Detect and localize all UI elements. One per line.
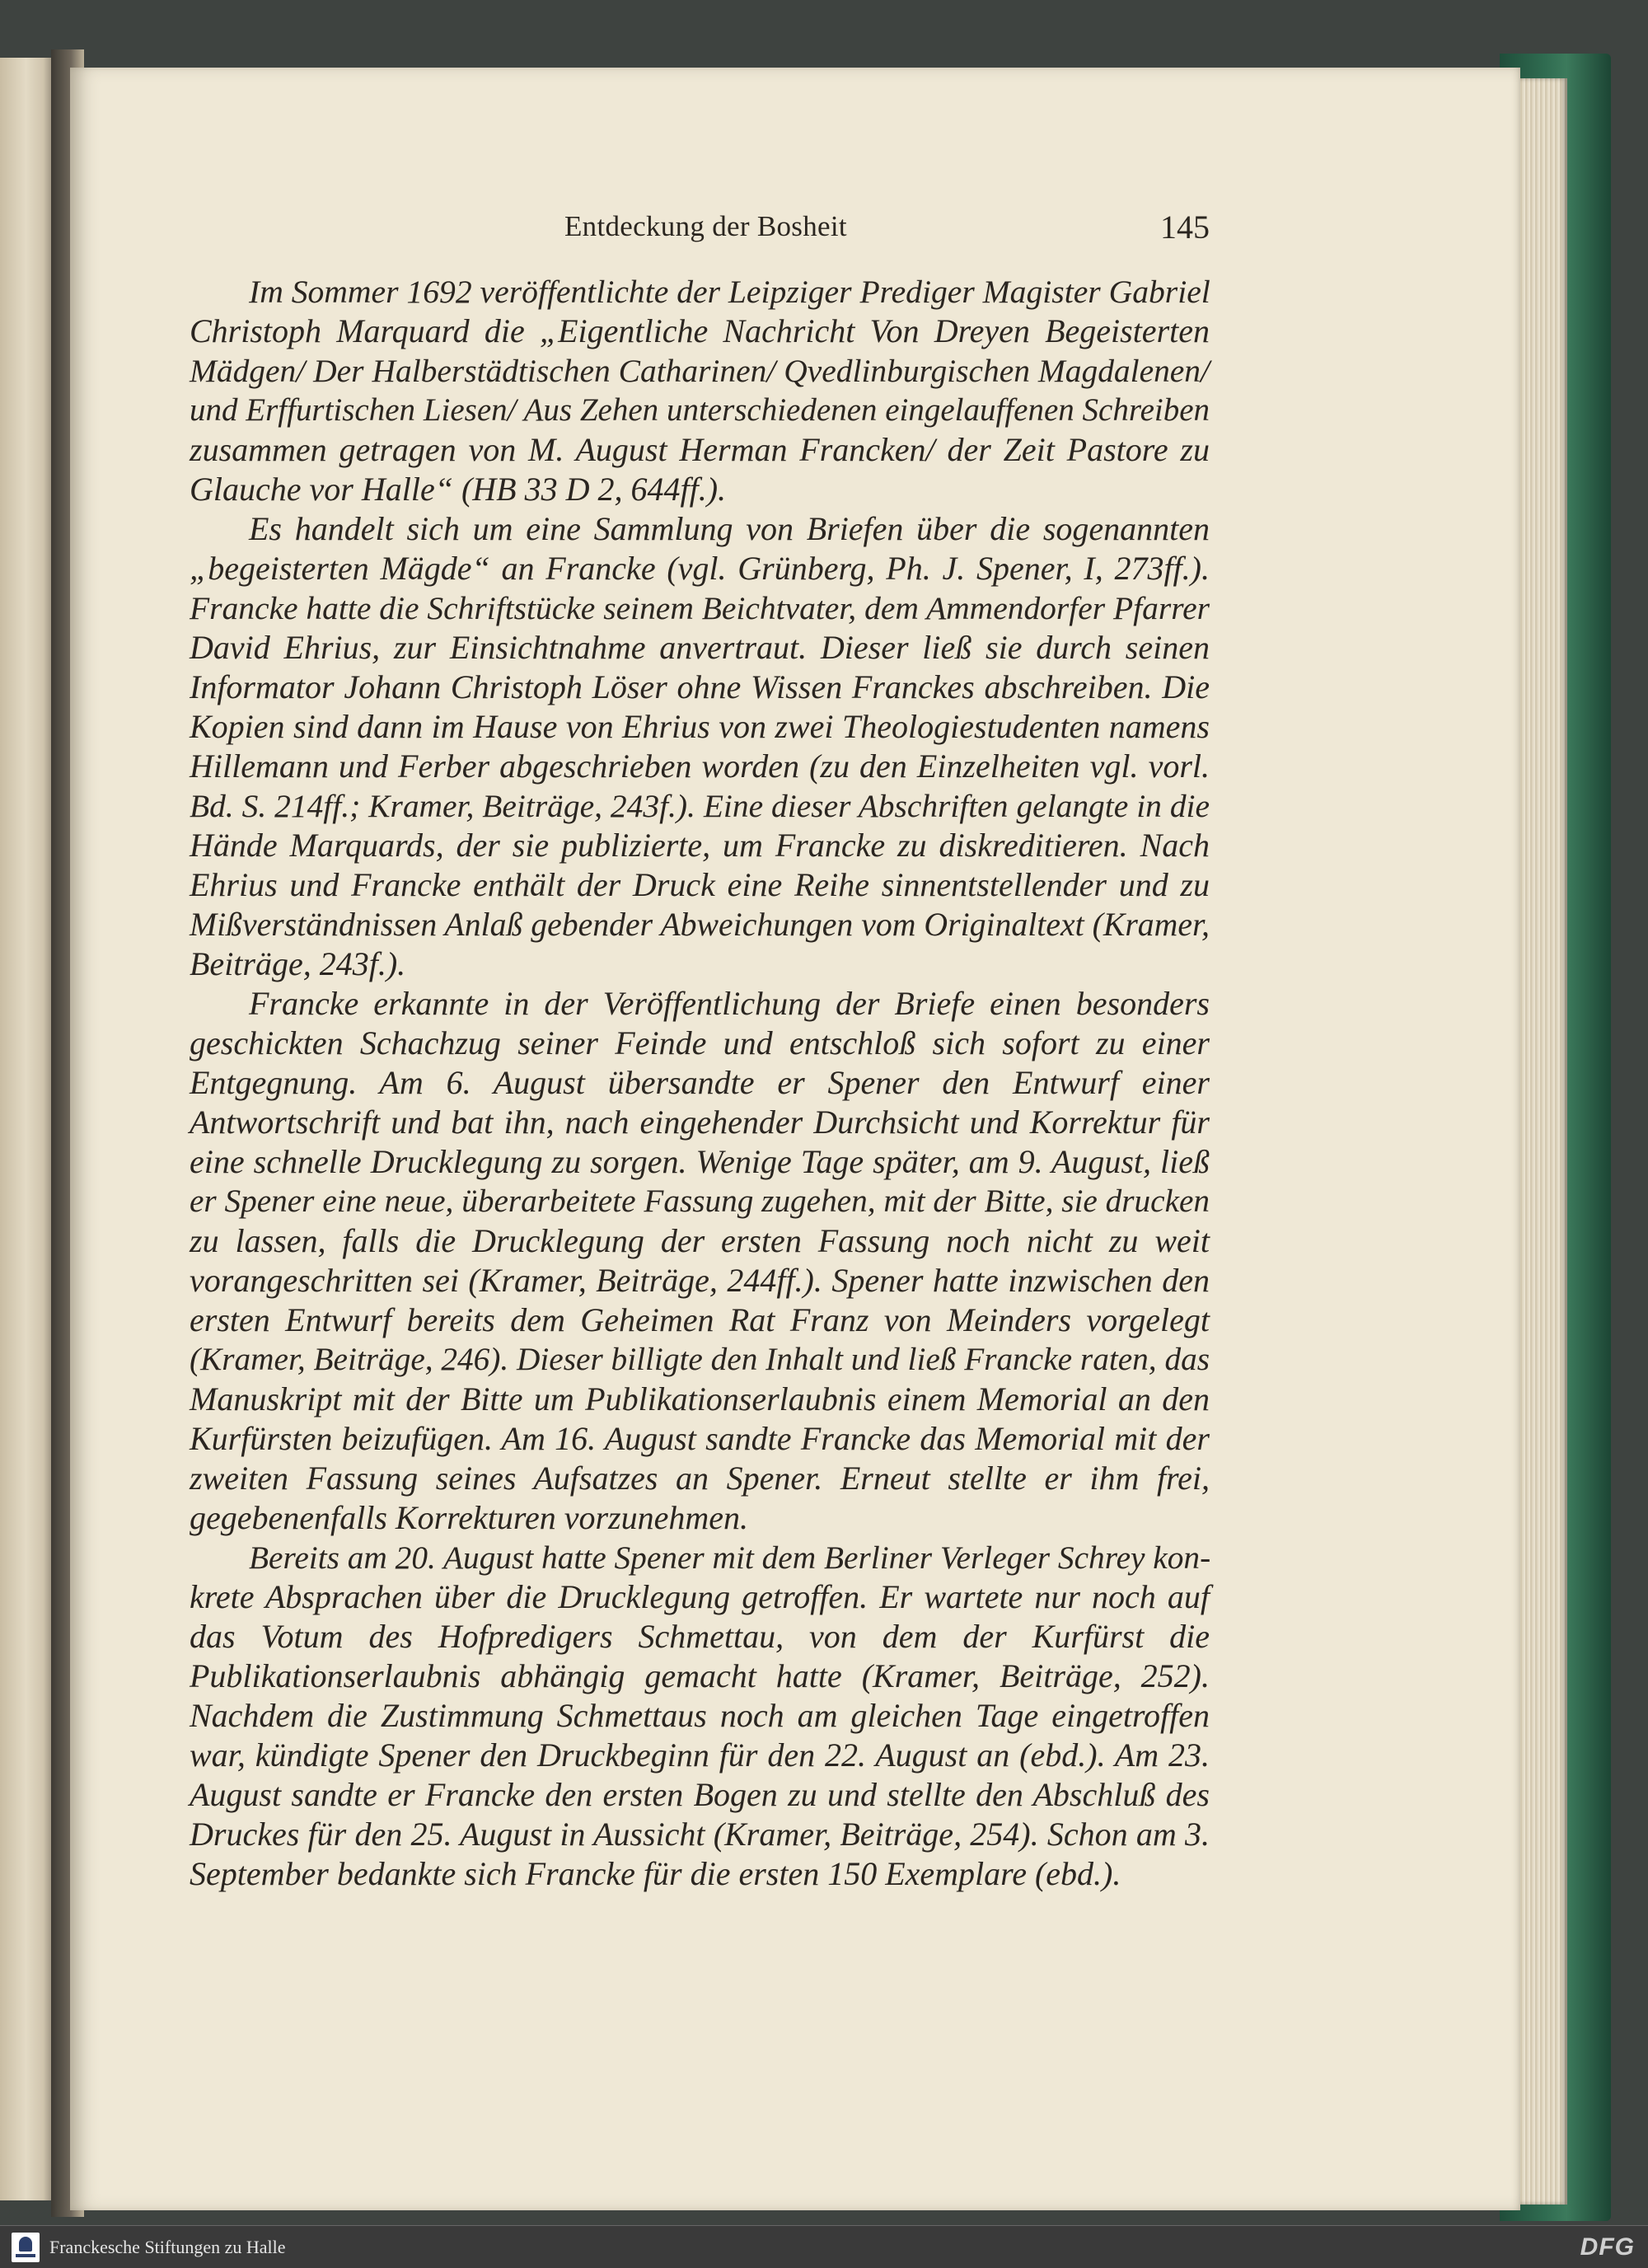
text-line: war, kündigte Spener den Druckbeginn für den 22. August an (ebd.). Am 23. [190,1736,1210,1774]
viewer-footer [0,2225,1648,2268]
text-line: Bd. S. 214ff.; Kramer, Beiträge, 243f.). Eine dieser Abschriften gelangte in die [190,788,1210,824]
text-line: eine schnelle Drucklegung zu sorgen. Wenige Tage später, am 9. August, ließ [190,1143,1210,1180]
paragraph [190,1538,1210,1894]
dfg-logo[interactable]: DFG [1580,2233,1635,2261]
text-line: er Spener eine neue, überarbeitete Fassung zugehen, mit der Bitte, sie drucken [190,1183,1210,1219]
text-line: David Ehrius, zur Einsichtnahme anvertraut. Dieser ließ sie durch seinen [190,629,1210,666]
text-line: Antwortschrift und bat ihn, nach eingehender Durchsicht und Korrektur für [190,1104,1210,1141]
body-text [190,272,1210,1894]
text-line: Mädgen/ Der Halberstädtischen Catharinen/ Qvedlinburgischen Magdalenen/ [190,353,1210,389]
page-number: 145 [1160,209,1210,246]
text-line: Christoph Marquard die „Eigentliche Nachricht Von Dreyen Begeisterten [190,312,1210,349]
text-line: Informator Johann Christoph Löser ohne Wissen Franckes abschreiben. Die [190,668,1210,705]
text-line: vorangeschritten sei (Kramer, Beiträge, 244ff.). Spener hatte inzwischen den [190,1262,1210,1299]
left-page-edge [0,58,58,2200]
text-line: zu lassen, falls die Drucklegung der ersten Fassung noch nicht zu weit [190,1222,1210,1259]
text-line: Druckes für den 25. August in Aussicht (Kramer, Beiträge, 254). Schon am 3. [190,1816,1210,1853]
text-line: Kopien sind dann im Hause von Ehrius von zwei Theologiestudenten namens [190,708,1210,745]
text-line: Bereits am 20. August hatte Spener mit dem Berliner Verleger Schrey kon- [249,1539,1211,1576]
text-line: Francke hatte die Schriftstücke seinem Beichtvater, dem Ammendorfer Pfarrer [190,590,1210,626]
text-line: August sandte er Francke den ersten Bogen zu und stellte den Abschluß des [190,1776,1210,1813]
text-line: Francke erkannte in der Veröffentlichung der Briefe einen besonders [249,985,1210,1022]
page-header [165,210,1210,251]
text-line: (Kramer, Beiträge, 246). Dieser billigte den Inhalt und ließ Francke raten, das [190,1342,1210,1377]
paragraph [190,272,1210,509]
text-line: geschickten Schachzug seiner Feinde und entschloß sich sofort zu einer [190,1024,1210,1061]
text-line: und Erffurtischen Liesen/ Aus Zehen unterschiedenen eingelauffenen Schreiben [190,392,1210,428]
text-line: zweiten Fassung seines Aufsatzes an Spener. Erneut stellte er ihm frei, [190,1460,1210,1497]
running-head: Entdeckung der Bosheit [564,210,847,242]
text-line: krete Absprachen über die Drucklegung getroffen. Er wartete nur noch auf [190,1578,1210,1615]
text-line: Es handelt sich um eine Sammlung von Briefen über die sogenannten [249,510,1210,547]
text-line: Beiträge, 243f.). [190,945,406,982]
text-line: das Votum des Hofpredigers Schmettau, von dem der Kurfürst die [190,1618,1210,1655]
paragraph [190,509,1210,984]
text-line: zusammen getragen von M. August Herman Francken/ der Zeit Pastore zu [190,431,1210,468]
text-line: Mißverständnissen Anlaß gebender Abweichungen vom Originaltext (Kramer, [190,907,1210,943]
text-line: Publikationserlaubnis abhängig gemacht hatte (Kramer, Beiträge, 252). [190,1657,1210,1694]
paragraph [190,984,1210,1538]
text-line: Entgegnung. Am 6. August übersandte er Spener den Entwurf einer [190,1064,1210,1101]
text-line: September bedankte sich Francke für die ersten 150 Exemplare (ebd.). [190,1855,1121,1892]
text-line: Hände Marquards, der sie publizierte, um Francke zu diskreditieren. Nach [190,827,1210,864]
text-line: Manuskript mit der Bitte um Publikationserlaubnis einem Memorial an den [190,1380,1210,1418]
text-line: Ehrius und Francke enthält der Druck eine Reihe sinnentstellender und zu [190,866,1210,903]
text-line: Im Sommer 1692 veröffentlichte der Leipziger Prediger Magister Gabriel [249,274,1210,310]
text-line: Nachdem die Zustimmung Schmettaus noch am gleichen Tage eingetroffen [190,1697,1210,1734]
text-line: Hillemann und Ferber abgeschrieben worden (zu den Einzelheiten vgl. vorl. [190,747,1210,785]
stiftungen-logo-icon[interactable] [12,2233,40,2262]
text-line: Glauche vor Halle“ (HB 33 D 2, 644ff.). [190,471,727,508]
text-line: „begeisterten Mägde“ an Francke (vgl. Grünberg, Ph. J. Spener, I, 273ff.). [190,550,1210,587]
text-line: ersten Entwurf bereits dem Geheimen Rat Franz von Meinders vorgelegt [190,1301,1210,1338]
institution-label[interactable]: Franckesche Stiftungen zu Halle [49,2237,286,2257]
text-line: gegebenenfalls Korrekturen vorzunehmen. [190,1499,748,1536]
text-line: Kurfürsten beizufügen. Am 16. August sandte Francke das Memorial mit der [190,1420,1210,1457]
